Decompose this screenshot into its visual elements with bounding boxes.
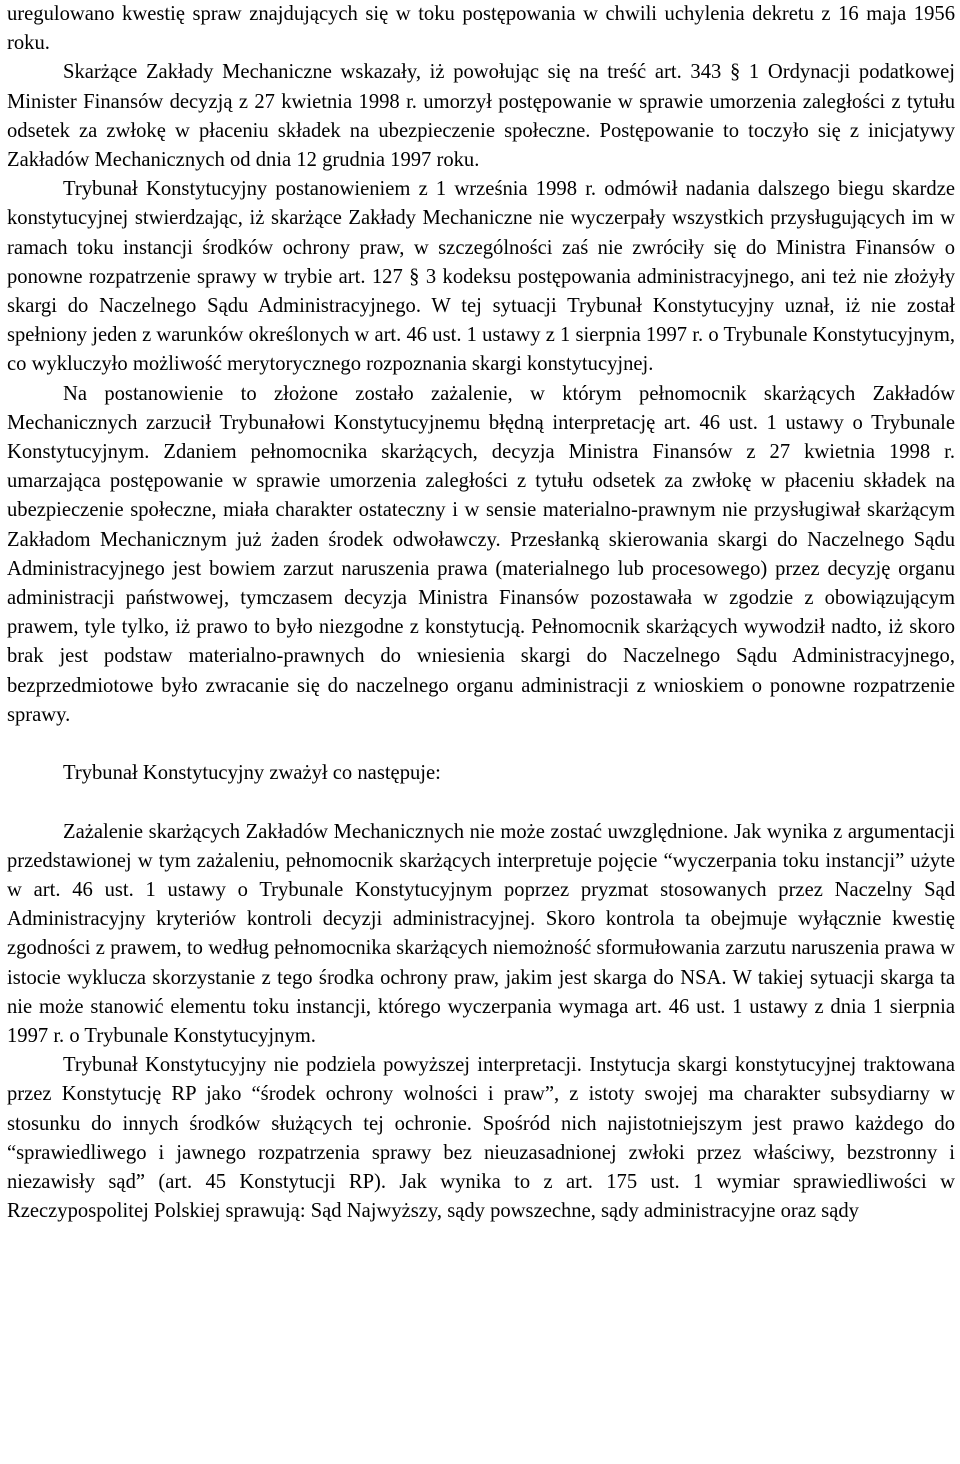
paragraph-spacer bbox=[7, 730, 955, 759]
paragraph-complaint-facts: Skarżące Zakłady Mechaniczne wskazały, iż powołując się na treść art. 343 § 1 Ordynacji podatkowej Minister Finansów decyzją z 27 kwietnia 1998 r. umorzył postępowanie w sprawie umorzenia zaległości z tytułu odsetek za zwłokę w płaceniu składek na ubezpieczenie społeczne. Postępowanie to toczyło się z inicjatywy Zakładów Mechanicznych od dnia 12 grudnia 1997 roku. bbox=[7, 61, 955, 172]
document-page bbox=[7, 0, 955, 1227]
paragraph-appeal: Na postanowienie to złożone zostało zażalenie, w którym pełnomocnik skarżących Zakładów Mechanicznych zarzucił Trybunałowi Konstytucyjnemu błędną interpretację art. 46 ust. 1 ustawy o Trybunale Konstytucyjnym. Zdaniem pełnomocnika skarżących, decyzja Ministra Finansów z 27 kwietnia 1998 r. umarzająca postępowanie w sprawie umorzenia zaległości z tytułu odsetek za zwłokę w płaceniu składek na ubezpieczenie społeczne, miała charakter ostateczny i w sensie materialno-prawnym nie przysługiwał skarżącym Zakładom Mechanicznym już żaden środek odwoławczy. Przesłanką skierowania skargi do Naczelnego Sądu Administracyjnego jest bowiem zarzut naruszenia prawa (materialnego lub procesowego) przez decyzję organu administracji państwowej, tymczasem decyzja Ministra Finansów pozostawała w zgodzie z obowiązującym prawem, tyle tylko, iż prawo to było niezgodne z konstytucją. Pełnomocnik skarżących wywodził nadto, iż skoro brak jest podstaw materialno-prawnych do wniesienia skargi do Naczelnego Sądu Administracyjnego, bezprzedmiotowe było zwracanie się do naczelnego organu administracji z wnioskiem o ponowne rozpatrzenie sprawy. bbox=[7, 382, 955, 726]
paragraph-tribunal-decision: Trybunał Konstytucyjny postanowieniem z 1 września 1998 r. odmówił nadania dalszego biegu skardze konstytucyjnej stwierdzając, iż skarżące Zakłady Mechaniczne nie wyczerpały wszystkich przysługujących im w ramach toku instancji środków ochrony praw, w szczególności zaś nie zwróciły się do Ministra Finansów o ponowne rozpatrzenie sprawy w trybie art. 127 § 3 kodeksu postępowania administracyjnego, ani też nie złożyły skargi do Naczelnego Sądu Administracyjnego. W tej sytuacji Trybunał Konstytucyjny uznał, iż nie został spełniony jeden z warunków określonych w art. 46 ust. 1 ustawy z 1 sierpnia 1997 r. o Trybunale Konstytucyjnym, co wykluczyło możliwość merytorycznego rozpoznania skargi konstytucyjnej. bbox=[7, 178, 955, 376]
paragraph-continuation: uregulowano kwestię spraw znajdujących się w toku postępowania w chwili uchylenia dekretu z 16 maja 1956 roku. bbox=[7, 3, 955, 55]
paragraph-spacer bbox=[7, 788, 955, 817]
paragraph-reasoning-1: Zażalenie skarżących Zakładów Mechanicznych nie może zostać uwzględnione. Jak wynika z argumentacji przedstawionej w tym zażaleniu, pełnomocnik skarżących interpretuje pojęcie “wyczerpania toku instancji” użyte w art. 46 ust. 1 ustawy o Trybunale Konstytucyjnym poprzez pryzmat stosowanych przez Naczelny Sąd Administracyjny kryteriów kontroli decyzji administracyjnej. Skoro kontrola ta obejmuje wyłącznie kwestię zgodności z prawem, to według pełnomocnika skarżących niemożność sformułowania zarzutu naruszenia prawa w istocie wyklucza skorzystanie z tego środka ochrony praw, jakim jest skarga do NSA. W takiej sytuacji skarga ta nie może stanowić elementu toku instancji, którego wyczerpania wymaga art. 46 ust. 1 ustawy z dnia 1 sierpnia 1997 r. o Trybunale Konstytucyjnym. bbox=[7, 820, 955, 1048]
paragraph-reasoning-2: Trybunał Konstytucyjny nie podziela powyższej interpretacji. Instytucja skargi konstytucyjnej traktowana przez Konstytucję RP jako “środek ochrony wolności i praw”, z istoty swojej ma charakter subsydiarny w stosunku do innych środków służących tej ochronie. Spośród nich najistotniejszym jest prawo każdego do “sprawiedliwego i jawnego rozpatrzenia sprawy bez nieuzasadnionej zwłoki przez właściwy, bezstronny i niezawisły sąd” (art. 45 Konstytucji RP). Jak wynika to z art. 175 ust. 1 wymiar sprawiedliwości w Rzeczypospolitej Polskiej sprawują: Sąd Najwyższy, sądy powszechne, sądy administracyjne oraz sądy bbox=[7, 1054, 955, 1223]
section-heading: Trybunał Konstytucyjny zważył co następuje: bbox=[63, 762, 441, 785]
